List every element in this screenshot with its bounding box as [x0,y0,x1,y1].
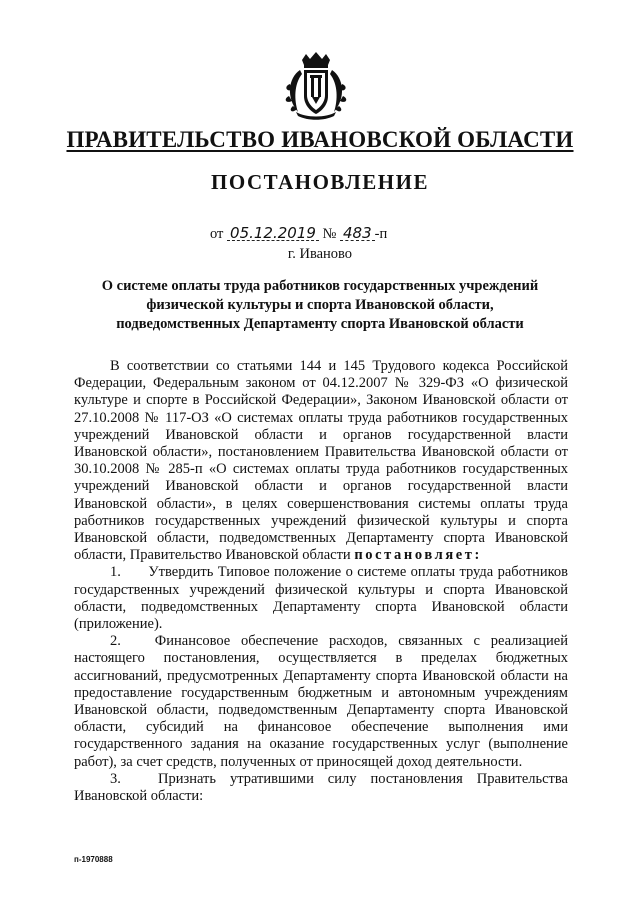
number-prefix: № [322,226,337,242]
item-number: 3. [110,770,121,787]
document-footer-code: п-1970888 [74,855,113,864]
number-suffix: -п [374,226,388,242]
item-number: 1. [110,564,121,581]
from-prefix: от [210,226,224,242]
resolves-word: постановляет: [354,547,482,564]
handwritten-number: 483 [340,226,375,241]
document-type-heading: ПОСТАНОВЛЕНИЕ [211,170,429,194]
item-1-text: Утвердить Типовое положение о системе оплаты труда работников государственных учреждений физической культуры и спорта Ивановской области, подведомственных Департаменту спорта Ивановской области (приложение). [74,564,568,633]
subject-line: О системе оплаты труда работников государственных учреждений [101,278,539,294]
item-2-paragraph [74,633,568,771]
item-3-text: Признать утратившими силу постановления Правительства Ивановской области: [74,770,568,805]
handwritten-date: 05.12.2019 [227,226,319,241]
item-2-text: Финансовое обеспечение расходов, связанных с реализацией настоящего постановления, осуществляется в пределах бюджетных ассигнований, предусмотренных Департаменту спорта Ивановской области на предоставление государственным бюджетным и автономным учреждениям Ивановской области, подведомственным Департаменту спорта Ивановской области, субсидий на финансовое обеспечение выполнения ими государственного задания на оказание государственных услуг (выполнение работ), за счет средств, полученных от приносящей доход деятельности. [74,633,569,770]
subject-line: подведомственных Департаменту спорта Ивановской области [116,316,524,332]
preamble-text: В соответствии со статьями 144 и 145 Трудового кодекса Российской Федерации, Федеральным законом от 04.12.2007 № 329-ФЗ «О физической культуре и спорте в Российской Федерации», Законом Ивановской области от 27.10.2008 № 117-ОЗ «О системах оплаты труда работников государственных учреждений Ивановской области и органов государственной власти Ивановской области», постановлением Правительства Ивановской области от 30.10.2008 № 285-п «О системах оплаты труда работников государственных учреждений Ивановской области и органов государственной власти Ивановской области», в целях совершенствования системы оплаты труда работников государственных учреждений физической культуры и спорта Ивановской области, подведомственных Департаменту спорта Ивановской области, Правительство Ивановской области [74,358,568,564]
document-subject [60,277,580,334]
date-number-line [210,226,470,243]
item-1-paragraph [74,564,568,633]
organization-title: ПРАВИТЕЛЬСТВО ИВАНОВСКОЙ ОБЛАСТИ [66,127,574,152]
ivanovo-coat-of-arms-icon [280,50,352,122]
preamble-paragraph [74,358,568,564]
item-3-paragraph [74,771,568,805]
city-line: г. Иваново [287,246,353,262]
item-number: 2. [110,633,121,650]
document-body [74,358,568,805]
subject-line: физической культуры и спорта Ивановской области, [146,297,494,313]
